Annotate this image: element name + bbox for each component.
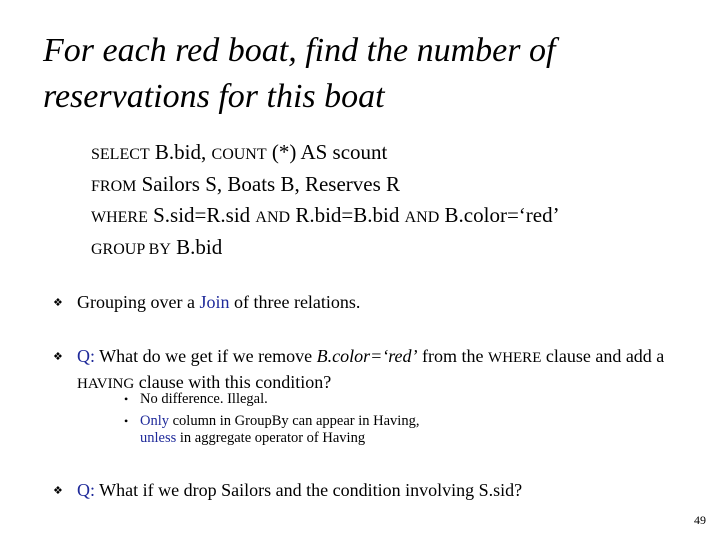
- bullet-text: of three relations.: [229, 292, 361, 312]
- bullet-question-drop-sailors: [77, 478, 677, 502]
- where-condition-2: R.bid=B.bid: [290, 203, 405, 227]
- bullet-diamond-icon: ❖: [53, 484, 63, 497]
- question-label: Q:: [77, 480, 95, 500]
- bullet-text: What if we drop Sailors and the condition involving S.sid?: [95, 480, 523, 500]
- only-term: Only: [140, 413, 169, 429]
- groupby-expression: B.bid: [170, 234, 223, 259]
- sub-bullet-dot-icon: •: [124, 392, 129, 406]
- count-keyword: COUNT: [211, 146, 267, 163]
- count-expression: (*) AS scount: [266, 140, 388, 164]
- where-condition-3: B.color=‘red’: [439, 203, 560, 227]
- slide-title: For each red boat, find the number of reservations for this boat: [43, 32, 556, 115]
- sub-bullet-illegal: No difference. Illegal.: [140, 391, 268, 407]
- where-line: [91, 201, 560, 233]
- bullet-text: clause with this condition?: [134, 372, 332, 392]
- unless-term: unless: [140, 430, 177, 446]
- bullet-diamond-icon: ❖: [53, 296, 63, 309]
- sql-query: [91, 138, 560, 264]
- groupby-line: [91, 233, 560, 265]
- join-term: Join: [199, 292, 230, 312]
- sub-bullet-text: in aggregate operator of Having: [176, 430, 366, 446]
- and-keyword-1: AND: [255, 209, 291, 226]
- and-keyword-2: AND: [404, 209, 440, 226]
- bullet-text: from the: [417, 346, 489, 366]
- having-keyword-inline: HAVING: [77, 376, 135, 392]
- page-number: 49: [694, 513, 706, 527]
- where-keyword-inline: WHERE: [488, 350, 542, 366]
- sub-bullet-groupby-rule: [140, 413, 640, 430]
- sub-bullet-dot-icon: •: [124, 414, 129, 428]
- sub-bullet-groupby-rule-cont: [140, 430, 640, 447]
- select-keyword: SELECT: [91, 146, 150, 163]
- from-expression: Sailors S, Boats B, Reserves R: [136, 171, 401, 196]
- bullet-text: What do we get if we remove: [95, 346, 317, 366]
- bullet-diamond-icon: ❖: [53, 350, 63, 363]
- where-condition-1: S.sid=R.sid: [147, 203, 256, 227]
- where-keyword: WHERE: [91, 209, 148, 226]
- select-line: [91, 138, 560, 170]
- condition-text: B.color=‘red’: [316, 346, 418, 366]
- select-expression: B.bid,: [149, 140, 212, 164]
- groupby-keyword: GROUP BY: [91, 240, 171, 258]
- sub-bullet-text: column in GroupBy can appear in Having,: [169, 413, 420, 429]
- bullet-question-having: [77, 344, 677, 396]
- bullet-text: clause and add a: [541, 346, 665, 366]
- from-line: [91, 170, 560, 202]
- bullet-grouping-join: [77, 290, 677, 314]
- question-label: Q:: [77, 346, 95, 366]
- bullet-text: Grouping over a: [77, 292, 200, 312]
- from-keyword: FROM: [91, 177, 137, 195]
